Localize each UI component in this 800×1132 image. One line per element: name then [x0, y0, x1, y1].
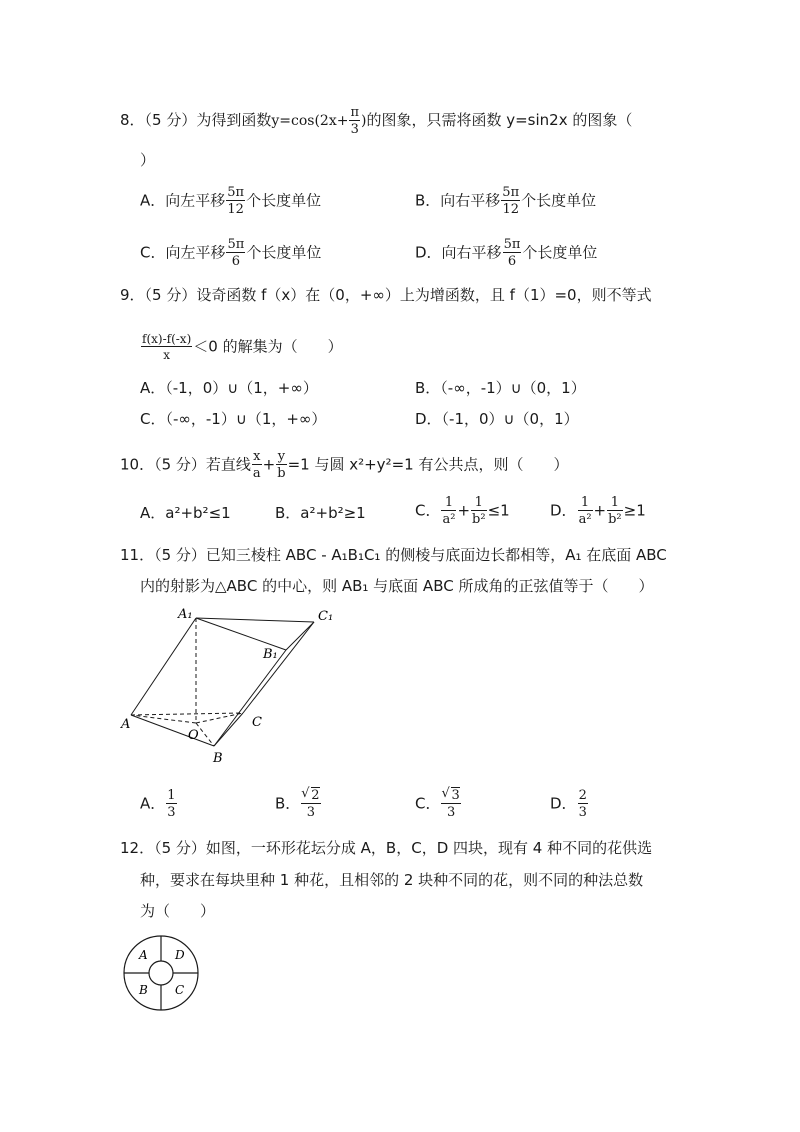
- q8-stem: [120, 106, 632, 136]
- q11-label-a1: A₁: [178, 607, 193, 622]
- q11-prism-figure: [118, 600, 358, 770]
- q11-label-b1: B₁: [263, 647, 278, 662]
- q8-option-d-fraction: $\frac{5\pi}{6}$: [503, 237, 521, 269]
- q8-option-a-fraction: $\frac{5\pi}{12}$: [227, 185, 245, 217]
- q9-inequality-fraction: $\frac{f(x)-f(-x)}{x}$: [142, 332, 192, 362]
- q10-option-d-frac-b: $\frac{1}{\text{b²}}$: [608, 495, 622, 527]
- q10-stem: 10．（5 分）若直线 $\frac{x}{a}$ + $\frac{y}{b}$ =1 与圆 x²+y²=1 有公共点，则（ ）: [120, 449, 569, 481]
- q11-option-c-fraction: √ $\frac{3}{3}$: [441, 789, 460, 819]
- q10-fraction-y-b: $\frac{y}{b}$: [277, 449, 286, 481]
- q10-option-d-frac-a: $\frac{1}{\text{a²}}$: [578, 495, 592, 527]
- q11-stem-line2: 内的射影为△ABC 的中心，则 AB₁ 与底面 ABC 所成角的正弦值等于（ ）: [140, 577, 654, 595]
- sqrt-3: √ 3: [442, 788, 459, 803]
- q8-option-c[interactable]: C．向左平移 $\frac{5\pi}{6}$ 个长度单位: [140, 237, 322, 269]
- q12-stem-line2: 种，要求在每块里种 1 种花，且相邻的 2 块种不同的花，则不同的种法总数: [140, 871, 644, 889]
- q11-label-c1: C₁: [318, 609, 334, 624]
- q11-option-b-fraction: √ $\frac{2}{3}$: [301, 789, 320, 819]
- q8-close-paren: ）: [140, 151, 156, 169]
- q9-option-b[interactable]: B．（-∞，-1）∪（0，1）: [415, 379, 586, 397]
- q12-label-c: C: [175, 983, 185, 997]
- q8-option-b-fraction: $\frac{5\pi}{12}$: [502, 185, 520, 217]
- q8-stem-pre: 8．（5 分）为得到函数: [120, 111, 272, 129]
- q10-option-d[interactable]: D． $\frac{1}{\text{a²}}$ + $\frac{1}{\text{b²}}$ ≥1: [550, 495, 646, 527]
- q8-stem-post: 的图象，只需将函数 y=sin2x 的图象（: [366, 111, 633, 129]
- q11-option-d[interactable]: D． $\frac{2}{3}$: [550, 788, 587, 820]
- q11-option-a[interactable]: A． $\frac{1}{3}$: [140, 788, 176, 820]
- q12-label-b: B: [139, 983, 148, 997]
- q8-func-fraction: $\frac{\pi}{3}$: [350, 105, 359, 137]
- q10-option-b[interactable]: B．a²+b²≥1: [275, 504, 366, 522]
- q11-label-o: O: [188, 728, 199, 743]
- q8-option-c-fraction: $\frac{5\pi}{6}$: [227, 237, 245, 269]
- q11-option-c[interactable]: C． √ $\frac{3}{3}$: [415, 789, 462, 819]
- q10-fraction-x-a: $\frac{x}{a}$: [252, 449, 261, 481]
- q10-option-c-frac-a: $\frac{1}{\text{a²}}$: [442, 495, 456, 527]
- q11-label-b: B: [213, 751, 223, 766]
- q12-ring-figure: [120, 932, 202, 1014]
- q8-option-b[interactable]: B．向右平移 $\frac{5\pi}{12}$ 个长度单位: [415, 185, 597, 217]
- q11-label-a: A: [121, 717, 131, 732]
- q11-stem-line1: 11．（5 分）已知三棱柱 ABC - A₁B₁C₁ 的侧棱与底面边长都相等，A₁ 在底面 ABC: [120, 546, 667, 564]
- q9-option-d[interactable]: D．（-1，0）∪（0，1）: [415, 410, 579, 428]
- q12-stem-line3: 为（ ）: [140, 902, 216, 920]
- q12-label-d: D: [175, 948, 185, 962]
- q11-option-b[interactable]: B． √ $\frac{2}{3}$: [275, 789, 322, 819]
- q11-option-a-fraction: $\frac{1}{3}$: [167, 788, 176, 820]
- q10-option-c[interactable]: C． $\frac{1}{\text{a²}}$ + $\frac{1}{\text{b²}}$ ≤1: [415, 495, 510, 527]
- q9-option-a[interactable]: A．（-1，0）∪（1，+∞）: [140, 379, 318, 397]
- q8-option-d[interactable]: D．向右平移 $\frac{5\pi}{6}$ 个长度单位: [415, 237, 598, 269]
- q12-label-a: A: [139, 948, 148, 962]
- q11-option-d-fraction: $\frac{2}{3}$: [578, 788, 587, 820]
- q12-stem-line1: 12．（5 分）如图，一环形花坛分成 A，B，C，D 四块，现有 4 种不同的花供选: [120, 839, 653, 857]
- q8-func: y=cos(2x+ $\frac{\pi}{3}$ ): [271, 105, 367, 137]
- q9-option-c[interactable]: C．（-∞，-1）∪（1，+∞）: [140, 410, 327, 428]
- q9-inequality: $\frac{f(x)-f(-x)}{x}$ ＜0 的解集为（ ）: [142, 332, 343, 362]
- q9-stem: 9．（5 分）设奇函数 f（x）在（0，+∞）上为增函数，且 f（1）=0，则不等式: [120, 286, 652, 304]
- q10-option-c-frac-b: $\frac{1}{\text{b²}}$: [472, 495, 486, 527]
- sqrt-2: √ 2: [302, 788, 319, 803]
- q10-option-a[interactable]: A．a²+b²≤1: [140, 504, 231, 522]
- q11-label-c: C: [252, 715, 262, 730]
- q8-option-a[interactable]: A．向左平移 $\frac{5\pi}{12}$ 个长度单位: [140, 185, 322, 217]
